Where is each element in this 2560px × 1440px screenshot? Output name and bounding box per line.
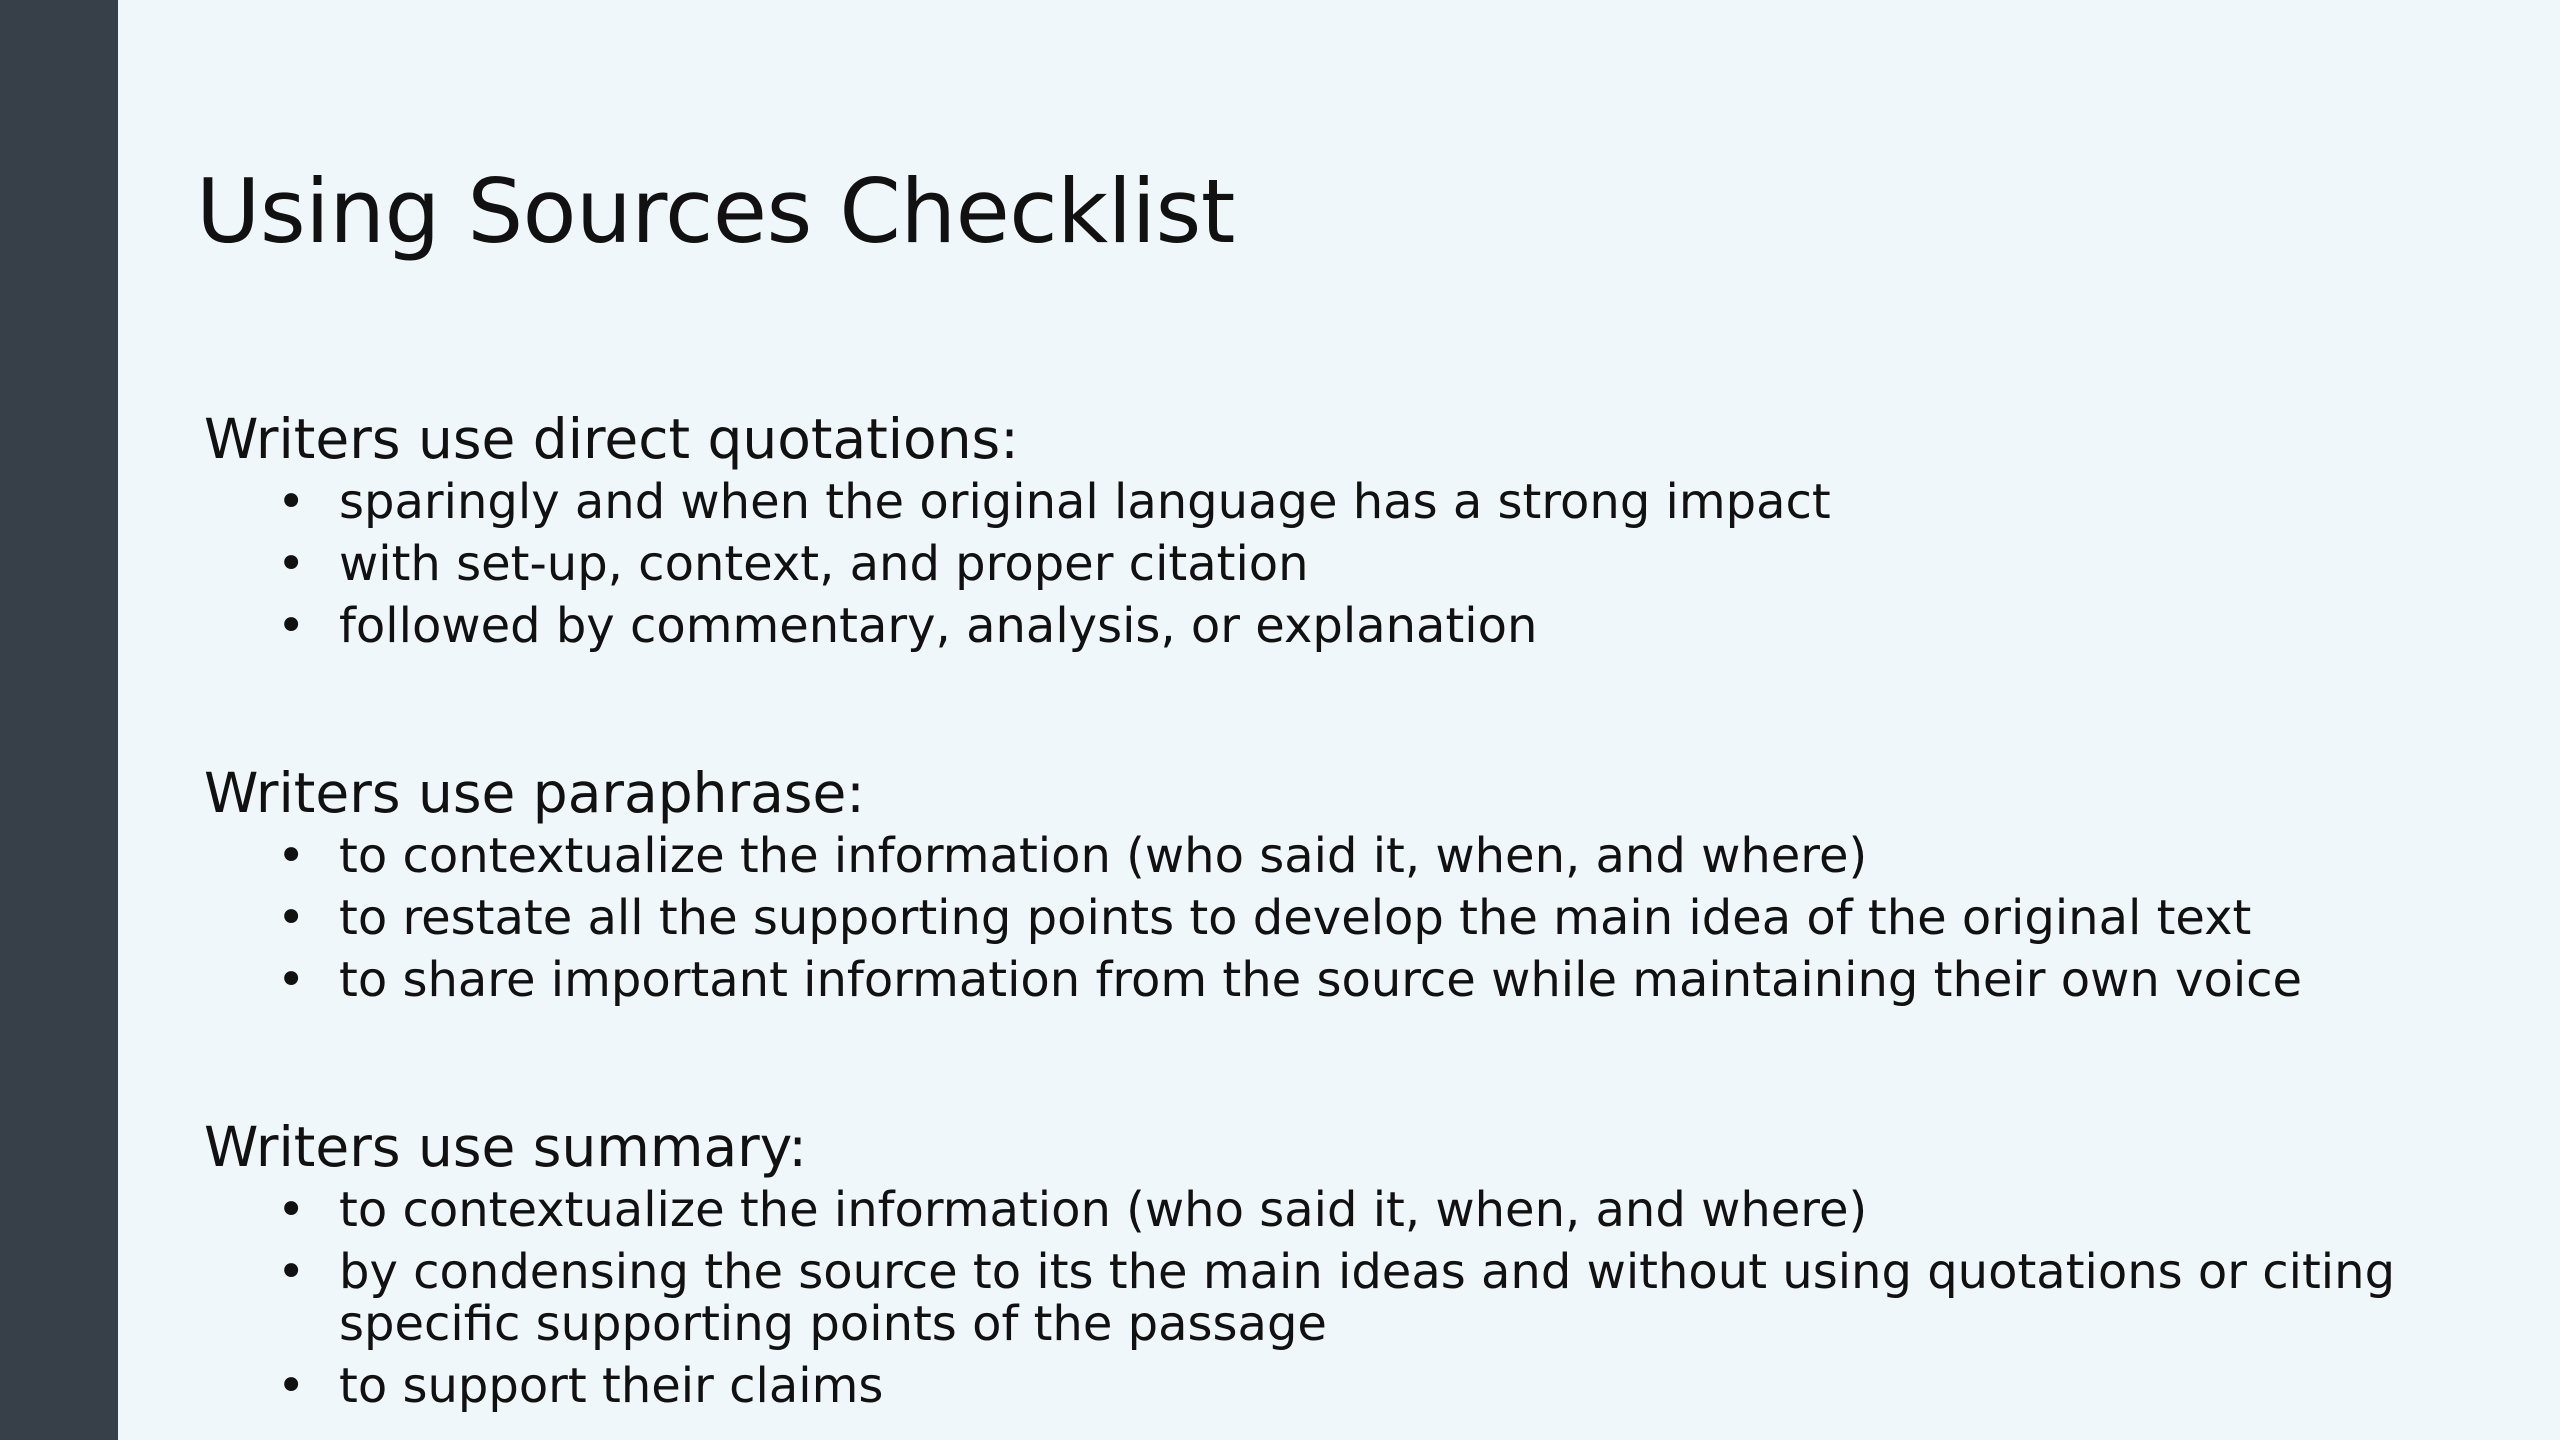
bullet-icon: • <box>277 1182 306 1238</box>
list-item <box>204 1184 2519 1236</box>
section-heading: Writers use direct quotations: <box>204 407 1019 471</box>
bullet-icon: • <box>277 536 306 592</box>
list-item-text: with set-up, context, and proper citation <box>339 536 1309 592</box>
bullet-list <box>204 1184 2484 1412</box>
section-summary <box>204 1114 2484 1412</box>
list-item-text: to restate all the supporting points to develop the main idea of the original text <box>339 890 2252 946</box>
side-accent-bar <box>0 0 118 1440</box>
slide-body <box>204 406 2484 1412</box>
list-item <box>204 954 2519 1006</box>
bullet-icon: • <box>277 598 306 654</box>
bullet-icon: • <box>277 890 306 946</box>
list-item-text: followed by commentary, analysis, or explanation <box>339 598 1538 654</box>
section-paraphrase <box>204 760 2484 1006</box>
list-item <box>204 1360 2519 1412</box>
list-item-text: to contextualize the information (who said it, when, and where) <box>339 828 1868 884</box>
list-item <box>204 1246 2519 1350</box>
bullet-icon: • <box>277 1358 306 1414</box>
list-item-text: sparingly and when the original language has a strong impact <box>339 474 1831 530</box>
list-item <box>204 892 2519 944</box>
section-heading: Writers use paraphrase: <box>204 761 865 825</box>
list-item <box>204 600 2519 652</box>
list-item-text: by condensing the source to its the main ideas and without using quotations or citing specific supporting points of the passage <box>339 1244 2396 1352</box>
section-direct-quotations <box>204 406 2484 652</box>
list-item-text: to contextualize the information (who said it, when, and where) <box>339 1182 1868 1238</box>
bullet-list <box>204 830 2484 1006</box>
list-item <box>204 476 2519 528</box>
list-item <box>204 830 2519 882</box>
bullet-icon: • <box>277 474 306 530</box>
bullet-icon: • <box>277 1244 306 1300</box>
list-item-text: to support their claims <box>339 1358 884 1414</box>
bullet-list <box>204 476 2484 652</box>
slide-title: Using Sources Checklist <box>196 160 1235 263</box>
bullet-icon: • <box>277 828 306 884</box>
list-item <box>204 538 2519 590</box>
bullet-icon: • <box>277 952 306 1008</box>
list-item-text: to share important information from the source while maintaining their own voice <box>339 952 2303 1008</box>
section-heading: Writers use summary: <box>204 1115 807 1179</box>
